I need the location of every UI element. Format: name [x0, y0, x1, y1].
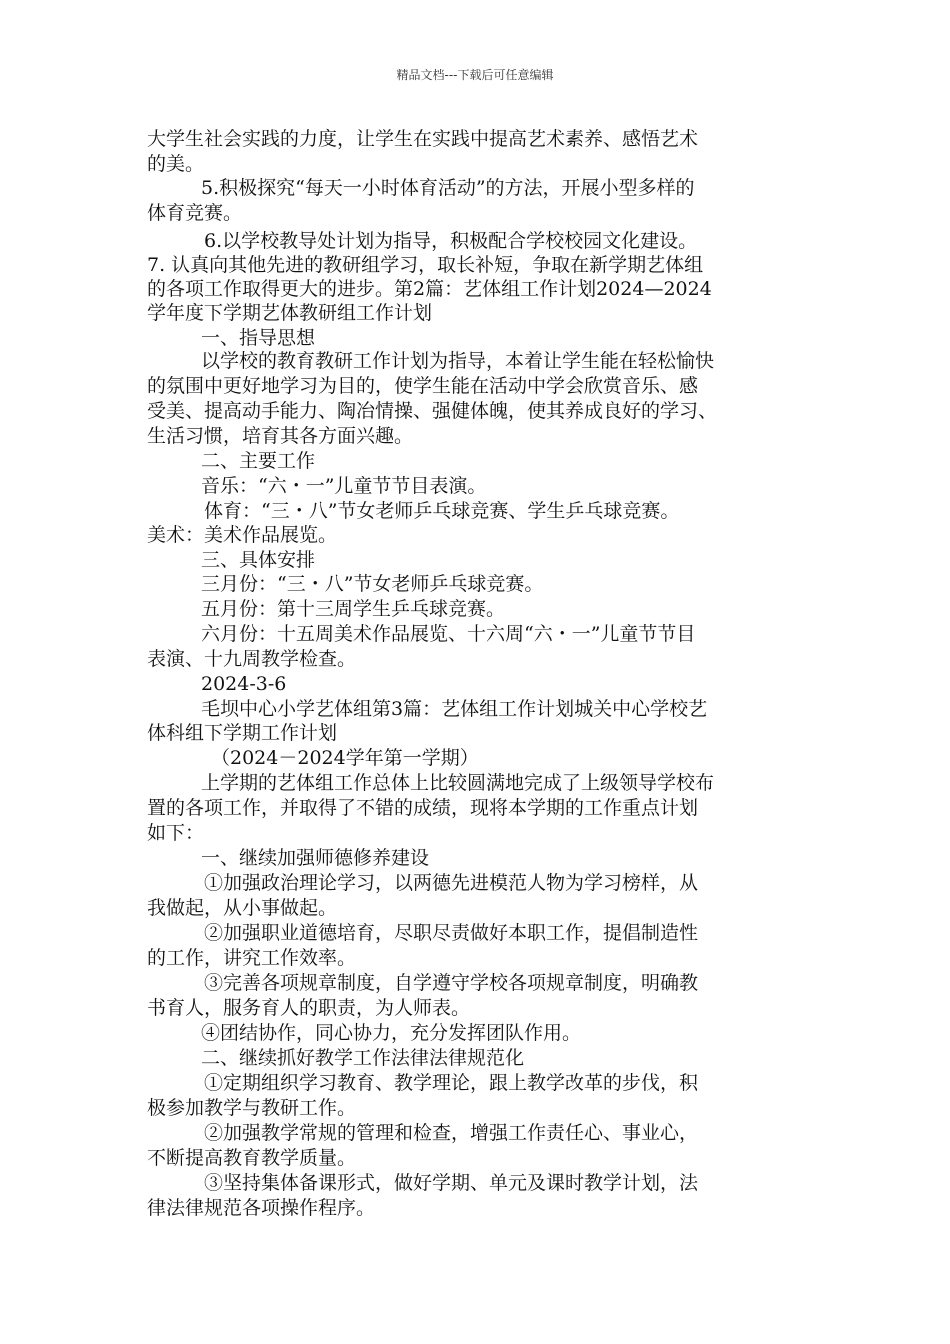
text-line: 律法律规范各项操作程序。: [147, 1197, 376, 1219]
text-line: 五月份：第十三周学生乒乓球竞赛。: [201, 598, 506, 620]
text-line: 书育人，服务育人的职责，为人师表。: [147, 997, 471, 1019]
text-line: 一、指导思想: [201, 327, 316, 349]
text-line: ③完善各项规章制度，自学遵守学校各项规章制度，明确教: [204, 972, 699, 994]
text-line: 毛坝中心小学艺体组第3篇：艺体组工作计划城关中心学校艺: [201, 698, 708, 720]
text-line: ①加强政治理论学习，以两德先进模范人物为学习榜样，从: [204, 872, 699, 894]
text-line: 三、具体安排: [201, 549, 316, 571]
text-line: ②加强教学常规的管理和检查，增强工作责任心、事业心，: [204, 1122, 699, 1144]
text-line: 体科组下学期工作计划: [147, 722, 338, 744]
text-line: 受美、提高动手能力、陶冶情操、强健体魄，使其养成良好的学习、: [147, 400, 718, 422]
text-line: 6.以学校教导处计划为指导，积极配合学校校园文化建设。: [204, 230, 698, 252]
text-line: 以学校的教育教研工作计划为指导，本着让学生能在轻松愉快: [201, 350, 715, 372]
text-line: ③坚持集体备课形式，做好学期、单元及课时教学计划，法: [204, 1172, 699, 1194]
text-line: 的氛围中更好地学习为目的，使学生能在活动中学会欣赏音乐、感: [147, 375, 699, 397]
text-line: ①定期组织学习教育、教学理论，跟上教学改革的步伐，积: [204, 1072, 699, 1094]
text-line: 7. 认真向其他先进的教研组学习，取长补短，争取在新学期艺体组: [147, 254, 704, 276]
text-line: 的工作，讲究工作效率。: [147, 947, 357, 969]
text-line: 美术：美术作品展览。: [147, 524, 338, 546]
text-line: 音乐：“六・一”儿童节节目表演。: [201, 475, 487, 497]
text-line: 5.积极探究“每天一小时体育活动”的方法，开展小型多样的: [201, 177, 695, 199]
text-line: 二、主要工作: [201, 450, 316, 472]
text-line: 的各项工作取得更大的进步。第2篇：艺体组工作计划2024—2024: [147, 278, 712, 300]
text-line: 的美。: [147, 153, 205, 175]
text-line: 体育：“三・八”节女老师乒乓球竞赛、学生乒乓球竞赛。: [204, 500, 680, 522]
text-line: 如下：: [147, 822, 205, 844]
text-line: 一、继续加强师德修养建设: [201, 847, 430, 869]
text-line: 置的各项工作，并取得了不错的成绩，现将本学期的工作重点计划: [147, 797, 699, 819]
text-line: 大学生社会实践的力度，让学生在实践中提高艺术素养、感悟艺术: [147, 128, 699, 150]
text-line: 表演、十九周教学检查。: [147, 648, 357, 670]
text-line: 不断提高教育教学质量。: [147, 1147, 357, 1169]
text-line: （2024－2024学年第一学期）: [211, 747, 479, 769]
text-line: 生活习惯，培育其各方面兴趣。: [147, 425, 414, 447]
text-line: 极参加教学与教研工作。: [147, 1097, 357, 1119]
text-line: 学年度下学期艺体教研组工作计划: [147, 302, 433, 324]
text-line: 2024-3-6: [201, 673, 287, 695]
text-line: ④团结协作，同心协力，充分发挥团队作用。: [201, 1022, 582, 1044]
text-line: 三月份：“三・八”节女老师乒乓球竞赛。: [201, 573, 544, 595]
text-line: 上学期的艺体组工作总体上比较圆满地完成了上级领导学校布: [201, 772, 715, 794]
text-line: ②加强职业道德培育，尽职尽责做好本职工作，提倡制造性: [204, 922, 699, 944]
text-line: 二、继续抓好教学工作法律法律规范化: [201, 1047, 525, 1069]
text-line: 我做起，从小事做起。: [147, 897, 338, 919]
text-line: 体育竞赛。: [147, 202, 243, 224]
text-line: 六月份：十五周美术作品展览、十六周“六・一”儿童节节目: [201, 623, 696, 645]
page-header: 精品文档---下载后可任意编辑: [396, 68, 554, 82]
